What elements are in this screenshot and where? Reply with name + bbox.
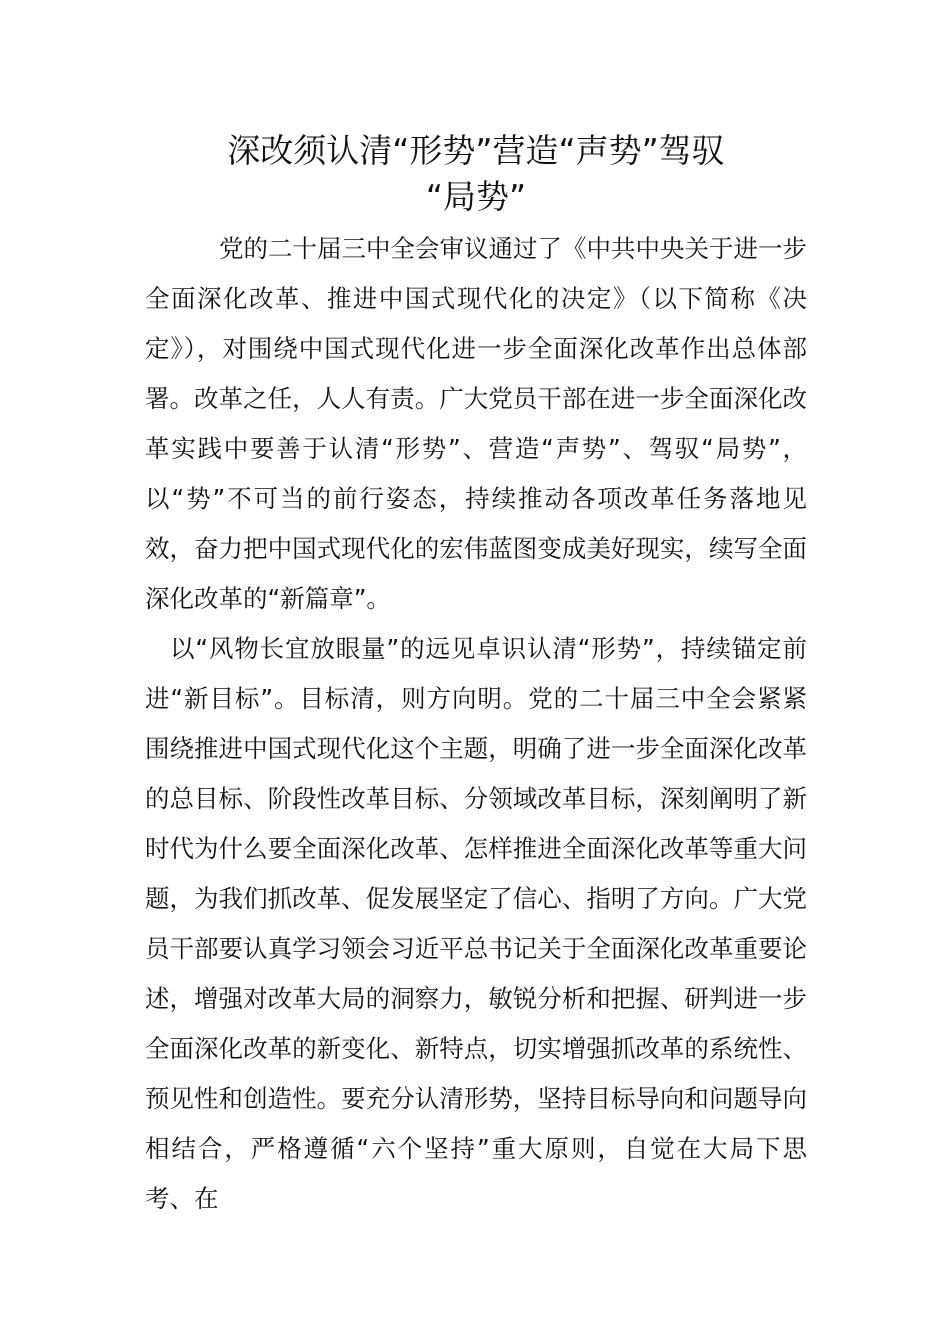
document-page [145,128,807,1224]
title-line-2: “局势” [425,177,527,216]
paragraph-intro: 党的二十届三中全会审议通过了《中共中央关于进一步全面深化改革、推进中国式现代化的决定》（以下简称《决定》），对围绕中国式现代化进一步全面深化改革作出总体部署。改革之任，人人有责。广大党员干部在进一步全面深化改革实践中要善于认清“形势”、营造“声势”、驾驭“局势”，以“势”不可当的前行姿态，持续推动各项改革任务落地见效，奋力把中国式现代化的宏伟蓝图变成美好现实，续写全面深化改革的“新篇章”。 [145,234,807,613]
paragraph-section-1: 以“风物长宜放眼量”的远见卓识认清“形势”，持续锚定前进“新目标”。目标清，则方向明。党的二十届三中全会紧紧围绕推进中国式现代化这个主题，明确了进一步全面深化改革的总目标、阶段性改革目标、分领域改革目标，深刻阐明了新时代为什么要全面深化改革、怎样推进全面深化改革等重大问题，为我们抓改革、促发展坚定了信心、指明了方向。广大党员干部要认真学习领会习近平总书记关于全面深化改革重要论述，增强对改革大局的洞察力，敏锐分析和把握、研判进一步全面深化改革的新变化、新特点，切实增强抓改革的系统性、预见性和创造性。要充分认清形势，坚持目标导向和问题导向相结合，严格遵循“六个坚持”重大原则，自觉在大局下思考、在 [145,634,807,1213]
title-line-1: 深改须认清“形势”营造“声势”驾驭 [227,131,725,170]
document-title [145,128,807,220]
